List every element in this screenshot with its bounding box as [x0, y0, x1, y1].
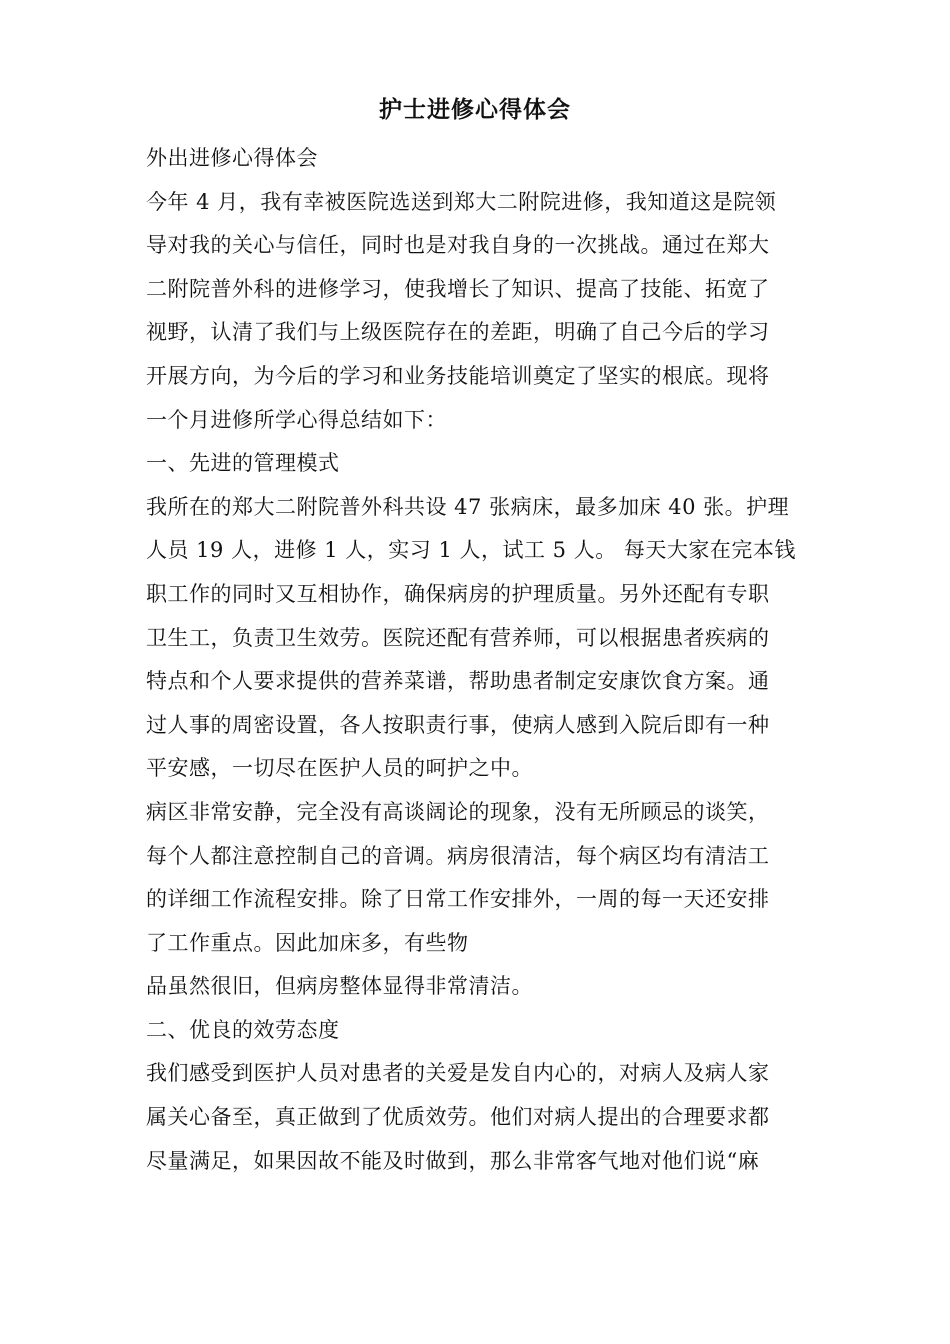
paragraph-line: 特点和个人要求提供的营养菜谱，帮助患者制定安康饮食方案。通: [146, 669, 770, 694]
paragraph-line: 品虽然很旧，但病房整体显得非常清洁。: [146, 974, 533, 999]
paragraph-line: 属关心备至，真正做到了优质效劳。他们对病人提出的合理要求都: [146, 1105, 770, 1130]
paragraph-line: 视野，认清了我们与上级医院存在的差距，明确了自己今后的学习: [146, 320, 770, 345]
paragraph-line: 卫生工，负责卫生效劳。医院还配有营养师，可以根据患者疾病的: [146, 625, 770, 650]
paragraph-line: 我们感受到医护人员对患者的关爱是发自内心的，对病人及病人家: [146, 1061, 770, 1086]
paragraph-line: 开展方向，为今后的学习和业务技能培训奠定了坚实的根底。现将: [146, 363, 770, 388]
document-body: [146, 137, 798, 1183]
paragraph-line: 我所在的郑大二附院普外科共设 47 张病床，最多加床 40 张。护理: [146, 494, 790, 519]
section-heading: 一、先进的管理模式: [146, 451, 340, 476]
paragraph-line: 平安感，一切尽在医护人员的呵护之中。: [146, 756, 533, 781]
document-title: 护士进修心得体会: [379, 96, 571, 123]
paragraph-line: 每个人都注意控制自己的音调。病房很清洁，每个病区均有清洁工: [146, 843, 770, 868]
paragraph-line: 了工作重点。因此加床多，有些物: [146, 930, 469, 955]
paragraph-line: 过人事的周密设置，各人按职责行事，使病人感到入院后即有一种: [146, 712, 770, 737]
paragraph-line: 一个月进修所学心得总结如下：: [146, 407, 447, 432]
paragraph-line: 导对我的关心与信任，同时也是对我自身的一次挑战。通过在郑大: [146, 233, 770, 258]
subtitle-line: 外出进修心得体会: [146, 146, 318, 170]
paragraph-line: 今年 4 月，我有幸被医院选送到郑大二附院进修，我知道这是院领: [146, 189, 777, 214]
paragraph-line: 的详细工作流程安排。除了日常工作安排外，一周的每一天还安排: [146, 887, 770, 912]
paragraph-line: 尽量满足，如果因故不能及时做到，那么非常客气地对他们说“麻: [146, 1148, 760, 1173]
paragraph-line: 职工作的同时又互相协作，确保病房的护理质量。另外还配有专职: [146, 581, 770, 606]
paragraph-line: 二附院普外科的进修学习，使我增长了知识、提高了技能、拓宽了: [146, 276, 770, 301]
paragraph-line: 人员 19 人，进修 1 人，实习 1 人，试工 5 人。 每天大家在完本钱: [146, 538, 796, 563]
section-heading: 二、优良的效劳态度: [146, 1017, 340, 1042]
paragraph-line: 病区非常安静，完全没有高谈阔论的现象，没有无所顾忌的谈笑，: [146, 799, 770, 824]
